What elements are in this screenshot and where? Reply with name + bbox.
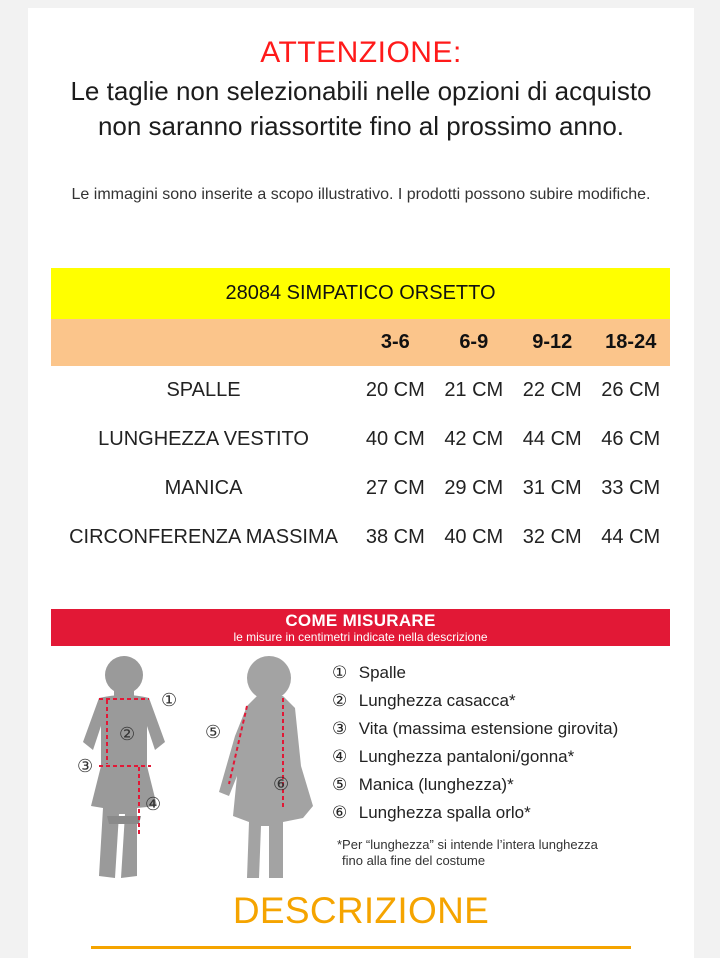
illustration-disclaimer: Le immagini sono inserite a scopo illustrativo. I prodotti possono subire modifiche. xyxy=(71,186,651,203)
legend-text: Manica (lunghezza)* xyxy=(358,775,514,794)
legend-text: Lunghezza spalla orlo* xyxy=(358,803,531,822)
row-label: CIRCONFERENZA MASSIMA xyxy=(69,526,338,548)
table-cell: 26 CM xyxy=(601,379,661,401)
heading-underline xyxy=(91,946,631,949)
legend-number: ① xyxy=(332,663,348,682)
marker-3: ③ xyxy=(77,756,94,777)
table-cell: 29 CM xyxy=(444,477,504,499)
legend-item xyxy=(332,799,682,827)
footnote-line: *Per “lunghezza” si intende l’intera lunghezza xyxy=(337,837,598,852)
legend-text: Lunghezza casacca* xyxy=(358,691,516,710)
page-card xyxy=(28,8,694,958)
table-row xyxy=(51,415,670,464)
legend-item xyxy=(332,659,682,687)
size-header-empty xyxy=(51,319,356,366)
legend-number: ⑤ xyxy=(332,775,348,794)
restock-notice: Le taglie non selezionabili nelle opzioni di acquisto non saranno riassortite fino al prossimo anno. xyxy=(70,76,652,141)
marker-4: ④ xyxy=(145,794,162,815)
table-cell: 40 CM xyxy=(365,428,425,450)
row-label: MANICA xyxy=(164,477,243,499)
row-label: SPALLE xyxy=(166,379,241,401)
footnote-line: fino alla fine del costume xyxy=(342,853,486,868)
how-to-measure-banner xyxy=(51,609,670,646)
measurement-figures xyxy=(51,646,351,886)
how-to-measure-panel xyxy=(51,609,670,879)
legend-number: ② xyxy=(332,691,348,710)
legend-item xyxy=(332,771,682,799)
size-header: 9-12 xyxy=(513,319,591,366)
size-header: 3-6 xyxy=(356,319,434,366)
legend-number: ⑥ xyxy=(332,803,348,822)
marker-2: ② xyxy=(119,724,136,745)
size-header: 18-24 xyxy=(592,319,671,366)
table-cell: 22 CM xyxy=(522,379,582,401)
table-cell: 38 CM xyxy=(365,526,425,548)
legend-item xyxy=(332,743,682,771)
product-row xyxy=(51,268,670,319)
size-table xyxy=(51,268,670,562)
marker-1: ① xyxy=(161,690,178,711)
table-cell: 31 CM xyxy=(522,477,582,499)
legend-text: Vita (massima estensione girovita) xyxy=(358,719,619,738)
table-cell: 44 CM xyxy=(601,526,661,548)
table-cell: 33 CM xyxy=(601,477,661,499)
table-cell: 32 CM xyxy=(522,526,582,548)
attention-title: ATTENZIONE: xyxy=(260,36,462,69)
table-cell: 21 CM xyxy=(444,379,504,401)
table-cell: 27 CM xyxy=(365,477,425,499)
table-cell: 44 CM xyxy=(522,428,582,450)
table-cell: 20 CM xyxy=(365,379,425,401)
table-row xyxy=(51,464,670,513)
legend-text: Lunghezza pantaloni/gonna* xyxy=(358,747,575,766)
how-to-measure-title: COME MISURARE xyxy=(285,611,436,630)
size-header-row xyxy=(51,319,670,366)
table-row xyxy=(51,366,670,415)
legend-text: Spalle xyxy=(358,663,406,682)
description-heading: DESCRIZIONE xyxy=(232,890,490,931)
length-footnote xyxy=(337,837,677,869)
legend-number: ④ xyxy=(332,747,348,766)
table-row xyxy=(51,513,670,562)
marker-6: ⑥ xyxy=(273,774,290,795)
marker-5: ⑤ xyxy=(205,722,222,743)
table-cell: 42 CM xyxy=(444,428,504,450)
table-cell: 46 CM xyxy=(601,428,661,450)
product-name: 28084 SIMPATICO ORSETTO xyxy=(51,268,670,319)
how-to-measure-subtitle: le misure in centimetri indicate nella descrizione xyxy=(233,630,488,644)
row-label: LUNGHEZZA VESTITO xyxy=(98,428,309,450)
child-side-figure xyxy=(219,656,313,878)
table-cell: 40 CM xyxy=(444,526,504,548)
measurement-legend xyxy=(332,659,682,827)
legend-number: ③ xyxy=(332,719,348,738)
legend-item xyxy=(332,687,682,715)
size-header: 6-9 xyxy=(435,319,513,366)
legend-item xyxy=(332,715,682,743)
